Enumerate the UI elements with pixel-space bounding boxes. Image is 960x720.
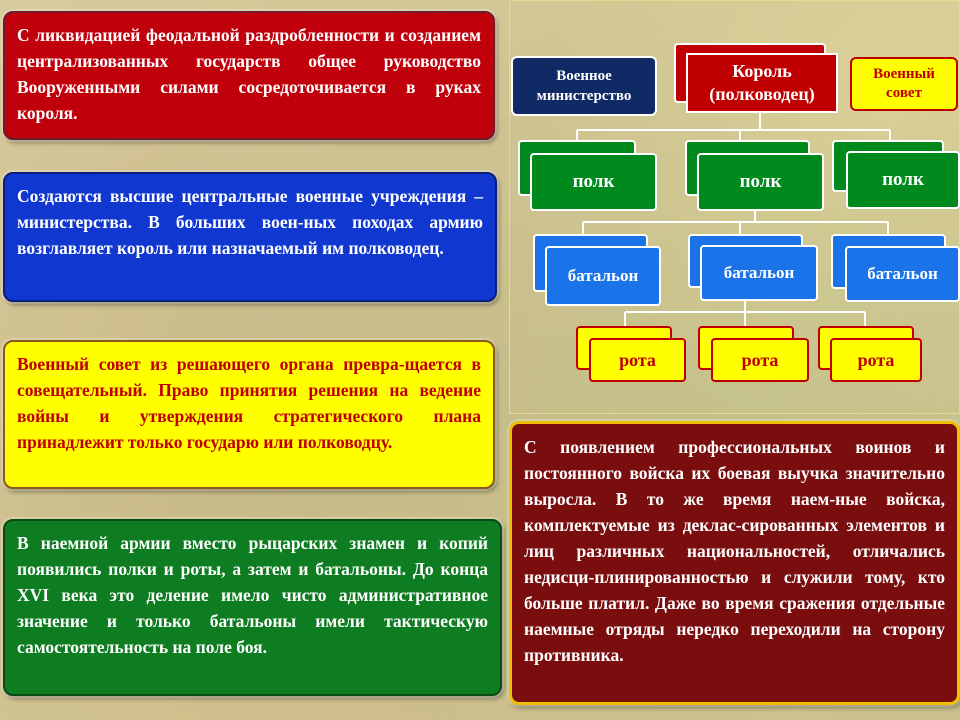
regiment-node-2: полк bbox=[697, 153, 824, 211]
ministry-line1: Военное bbox=[556, 68, 612, 84]
panel-mercenary-army: В наемной армии вместо рыцарских знамен и копий появились полки и роты, а затем и батальоны. До конца XVI века это деление имело чисто административное значение и только батальоны имели тактическую самостоятельность на поле боя. bbox=[3, 519, 502, 696]
panel-professional-troops: С появлением профессиональных воинов и постоянного войска их боевая выучка значительно выросла. В то же время наем-ные войска, комплектуемые из деклас-сированных элементов и лиц различных национальностей, отличались недисци-плинированностью и служили тому, кто больше платил. Даже во время сражения отдельные наемные отряды нередко переходили на сторону противника. bbox=[509, 421, 960, 705]
council-node bbox=[850, 57, 958, 111]
panel-military-ministries: Создаются высшие центральные военные учреждения – министерства. В больших воен-ных походах армию возглавляет король или назначаемый им полководец. bbox=[3, 172, 497, 302]
king-subtitle: (полководец) bbox=[709, 84, 815, 104]
king-title: Король bbox=[732, 61, 792, 81]
regiment-node-3: полк bbox=[846, 151, 960, 209]
king-node bbox=[686, 53, 838, 113]
battalion-node-3: батальон bbox=[845, 246, 960, 302]
panel-military-council: Военный совет из решающего органа превра-щается в совещательный. Право принятия решения на ведение войны и утверждения стратегического плана принадлежит только государю или полководцу. bbox=[3, 340, 495, 489]
ministry-node bbox=[511, 56, 657, 116]
battalion-node-2: батальон bbox=[700, 245, 818, 301]
regiment-node-1: полк bbox=[530, 153, 657, 211]
battalion-node-1: батальон bbox=[545, 246, 661, 306]
company-node-2: рота bbox=[711, 338, 809, 382]
council-line1: Военный bbox=[873, 66, 935, 82]
company-node-3: рота bbox=[830, 338, 922, 382]
ministry-line2: министерство bbox=[536, 88, 632, 104]
council-line2: совет bbox=[886, 85, 922, 101]
panel-command-centralization: С ликвидацией феодальной раздробленности и созданием централизованных государств общее руководство Вооруженными силами сосредоточивается в руках короля. bbox=[3, 11, 495, 140]
company-node-1: рота bbox=[589, 338, 686, 382]
